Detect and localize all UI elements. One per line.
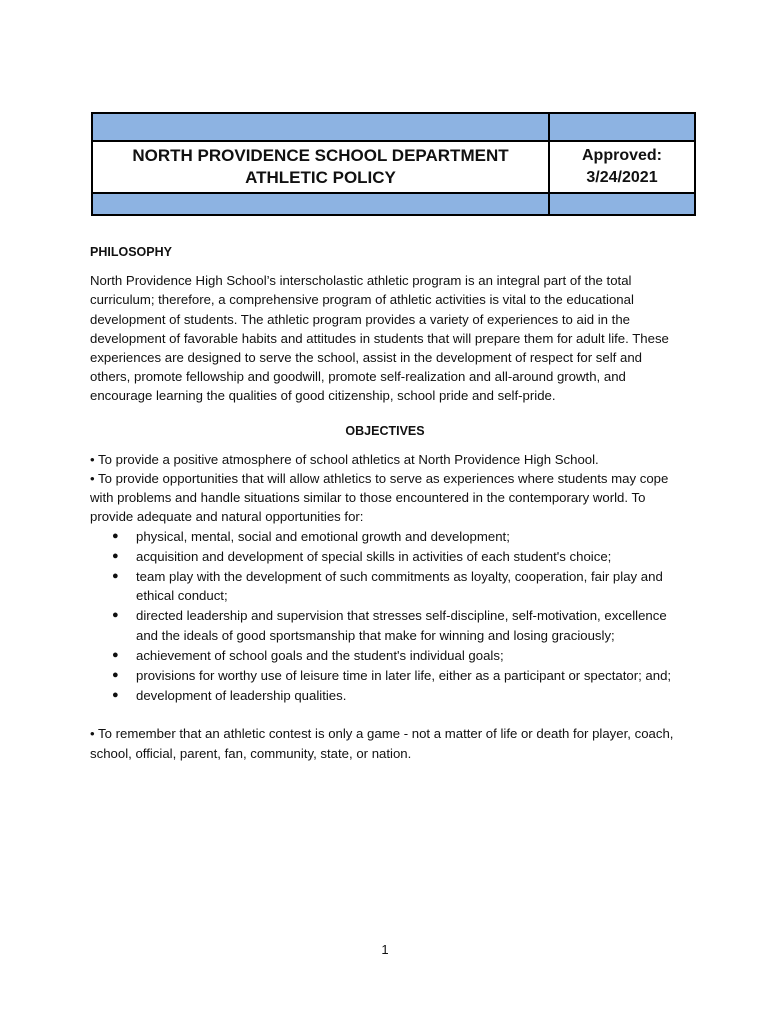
- bullet-dot-icon: ●: [112, 549, 119, 562]
- philosophy-paragraph: North Providence High School’s interscholastic athletic program is an integral part of the total curriculum; therefore, a comprehensive program of athletic activities is vital to the educational development of students. The athletic program provides a variety of experiences to aid in the development of favorable habits and attitudes in students that will prepare them for adult life. These experiences are designed to serve the school, assist in the development of respect for self and others, promote fellowship and goodwill, promote self-realization and all-around growth, and encourage learning the qualities of good citizenship, school pride and self-pride.: [90, 273, 669, 404]
- bullet-dot-icon: ●: [112, 609, 119, 622]
- objectives-heading: OBJECTIVES: [345, 423, 425, 438]
- list-item: [90, 547, 680, 566]
- list-item: [90, 606, 680, 644]
- list-item-text: acquisition and development of special skills in activities of each student's choice;: [136, 548, 612, 564]
- page-number: 1: [381, 942, 389, 957]
- header-top-left-band: [93, 114, 548, 140]
- title-line-1: NORTH PROVIDENCE SCHOOL DEPARTMENT: [132, 146, 509, 165]
- list-item: [90, 527, 680, 546]
- approval-box: [550, 142, 694, 192]
- title-line-2: ATHLETIC POLICY: [245, 168, 396, 187]
- header-bottom-left-band: [93, 194, 548, 214]
- approved-label: Approved:: [582, 147, 662, 164]
- header-top-right-band: [550, 114, 694, 140]
- bullet-dot-icon: ●: [112, 648, 119, 661]
- approved-date: 3/24/2021: [586, 169, 658, 186]
- header-table: [91, 112, 696, 216]
- list-item: [90, 567, 680, 605]
- bullet-dot-icon: ●: [112, 689, 119, 702]
- bullet-dot-icon: ●: [112, 570, 119, 583]
- list-item: [90, 666, 680, 685]
- list-item-text: team play with the development of such commitments as loyalty, cooperation, fair play and ethical conduct;: [136, 569, 663, 604]
- philosophy-heading: PHILOSOPHY: [90, 245, 172, 259]
- objective-sublist: [90, 527, 680, 706]
- list-item-text: achievement of school goals and the student's individual goals;: [136, 647, 504, 663]
- header-bottom-right-band: [550, 194, 694, 214]
- bullet-dot-icon: ●: [112, 529, 119, 542]
- list-item: [90, 686, 680, 705]
- objective-bullet-2: • To provide opportunities that will allow athletics to serve as experiences where students may cope with problems and handle situations similar to those encountered in the contemporary world. To provide adequate and natural opportunities for:: [90, 471, 669, 525]
- bullet-dot-icon: ●: [112, 669, 119, 682]
- objective-bullet-3: • To remember that an athletic contest is only a game - not a matter of life or death for player, coach, school, official, parent, fan, community, state, or nation.: [90, 726, 674, 761]
- list-item-text: provisions for worthy use of leisure time in later life, either as a participant or spectator; and;: [136, 668, 672, 684]
- list-item-text: physical, mental, social and emotional growth and development;: [136, 528, 510, 544]
- document-body: [90, 243, 680, 763]
- objective-bullet-1: • To provide a positive atmosphere of school athletics at North Providence High School.: [90, 451, 599, 467]
- list-item: [90, 646, 680, 665]
- list-item-text: development of leadership qualities.: [136, 688, 347, 704]
- document-title: [93, 142, 548, 192]
- list-item-text: directed leadership and supervision that stresses self-discipline, self-motivation, excellence and the ideals of good sportsmanship that make for winning and losing graciously;: [136, 608, 667, 643]
